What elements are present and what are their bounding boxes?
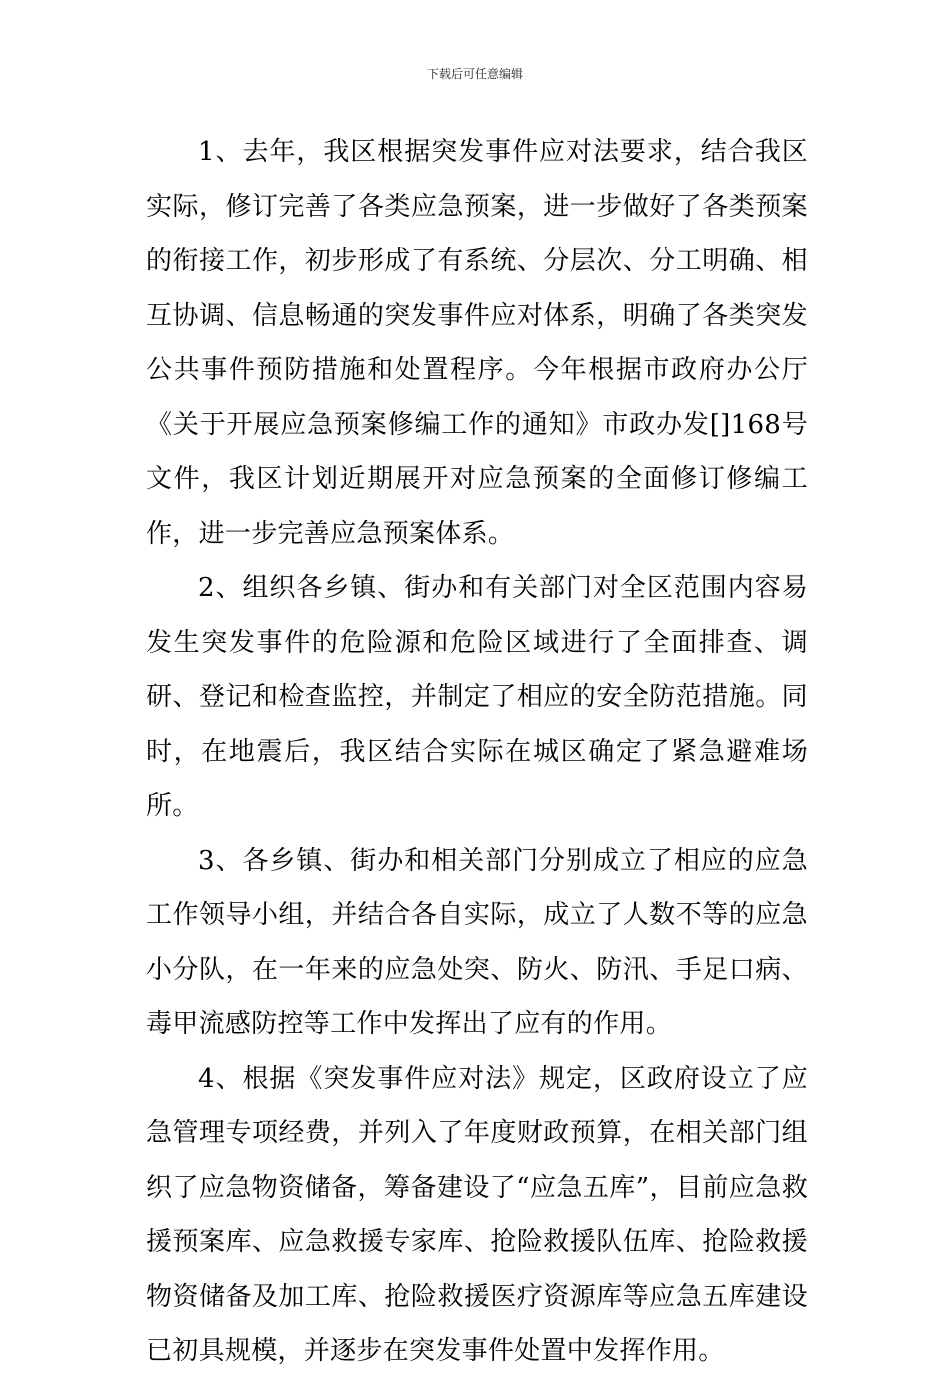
page-header: 下载后可任意编辑 (426, 67, 523, 81)
paragraph-3: 3、各乡镇、街办和相关部门分别成立了相应的应急工作领导小组，并结合各自实际，成立了人数不等的应急小分队，在一年来的应急处突、防火、防汛、手足口病、毒甲流感防控等工作中发挥出了应有的作用。 (146, 845, 808, 1039)
paragraph-1: 1、去年，我区根据突发事件应对法要求，结合我区实际，修订完善了各类应急预案，进一步做好了各类预案的衔接工作，初步形成了有系统、分层次、分工明确、相互协调、信息畅通的突发事件应对体系，明确了各类突发公共事件预防措施和处置程序。今年根据市政府办公厅《关于开展应急预案修编工作的通知》市政办发[]168号文件，我区计划近期展开对应急预案的全面修订修编工作，进一步完善应急预案体系。 (146, 137, 808, 549)
paragraph-2: 2、组织各乡镇、街办和有关部门对全区范围内容易发生突发事件的危险源和危险区域进行了全面排查、调研、登记和检查监控，并制定了相应的安全防范措施。同时，在地震后，我区结合实际在城区确定了紧急避难场所。 (146, 573, 808, 821)
paragraph-4: 4、根据《突发事件应对法》规定，区政府设立了应急管理专项经费，并列入了年度财政预算，在相关部门组织了应急物资储备，筹备建设了“应急五库”，目前应急救援预案库、应急救援专家库、抢险救援队伍库、抢险救援物资储备及加工库、抢险救援医疗资源库等应急五库建设已初具规模，并逐步在突发事件处置中发挥作用。 (146, 1063, 808, 1366)
document-body (146, 125, 808, 1379)
